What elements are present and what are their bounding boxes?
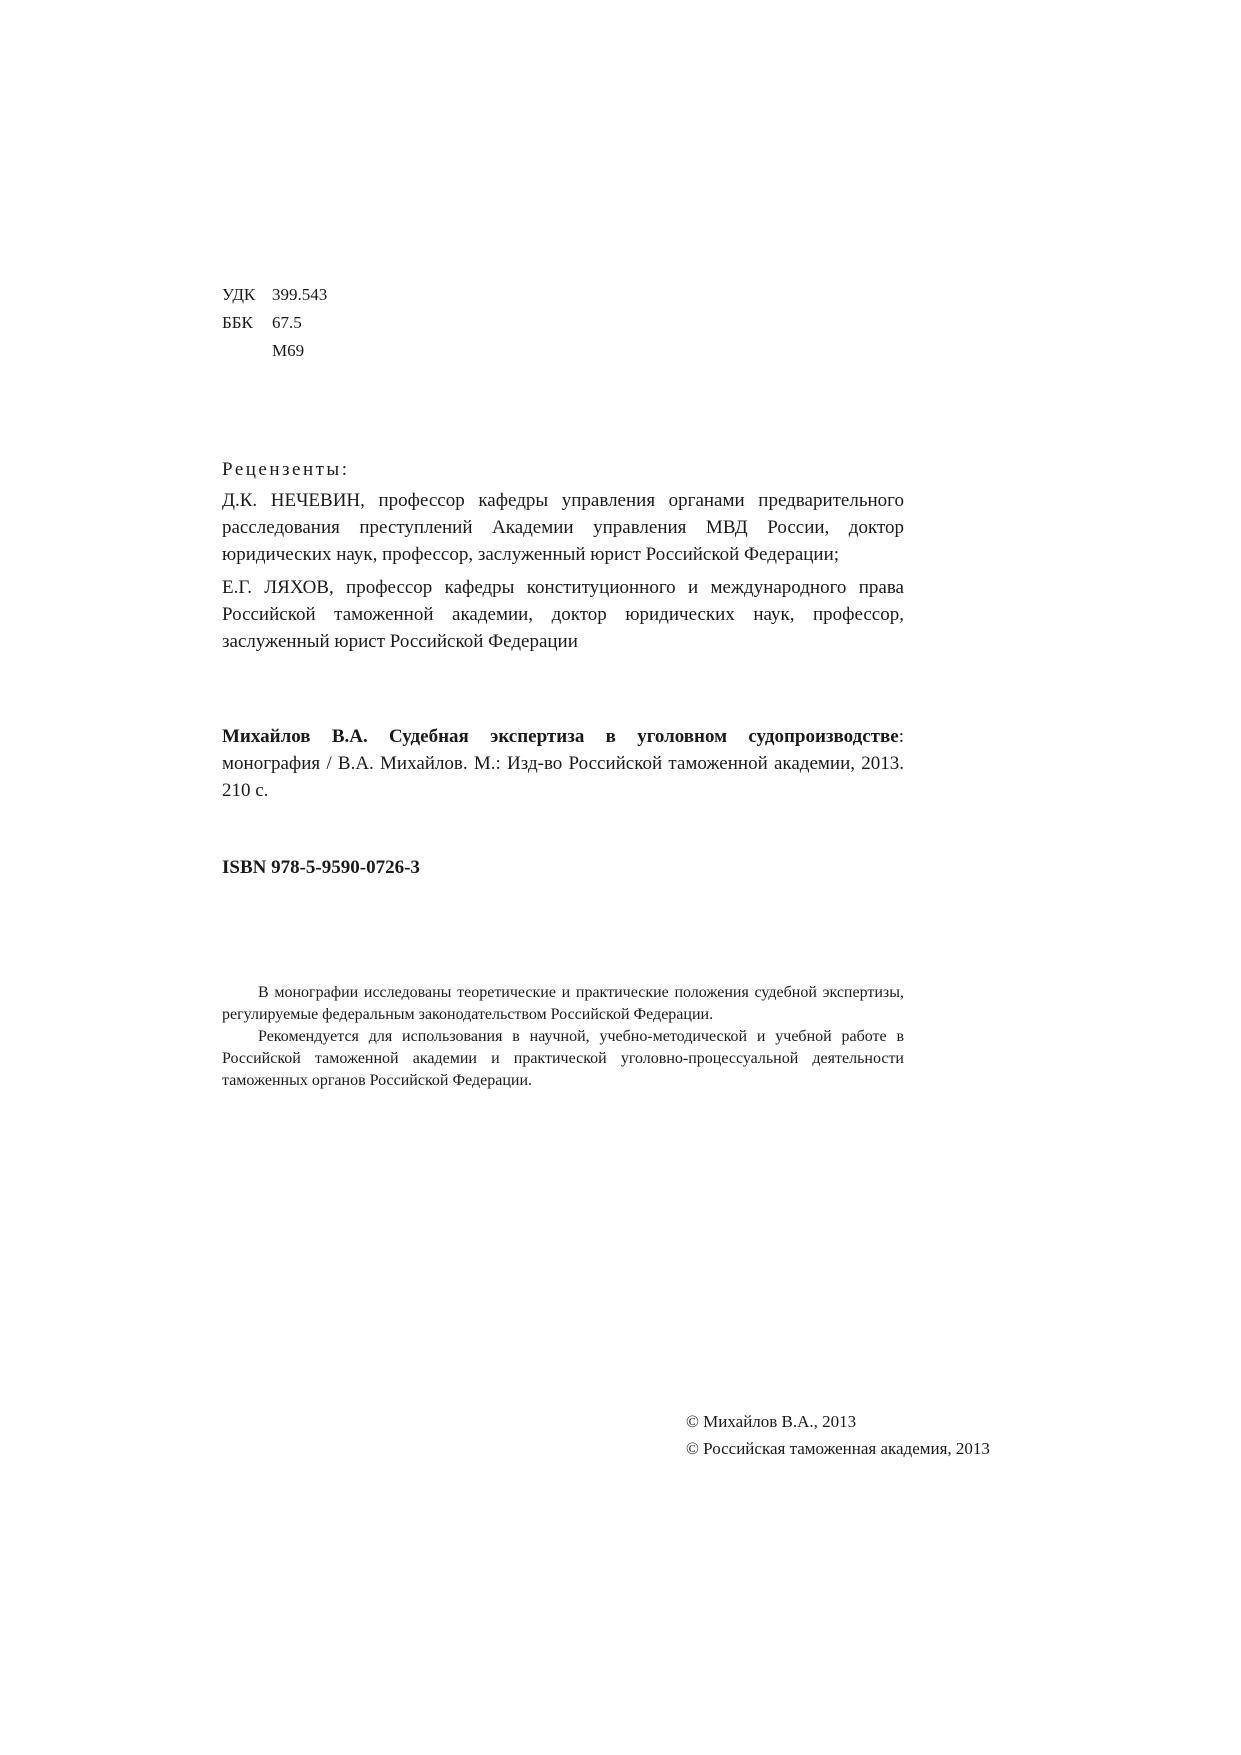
udk-label: УДК [222,285,256,304]
author-mark: М69 [272,341,305,360]
author-mark-row [222,337,327,365]
abstract-block [222,982,904,1092]
classification-block [222,281,327,365]
biblio-author-title: Михайлов В.А. Судебная экспертиза в уголовном судопроизводстве [222,726,899,747]
isbn: ISBN 978-5-9590-0726-3 [222,857,420,878]
bbk-value: 67.5 [272,313,302,332]
bibliographic-description [222,723,904,804]
abstract-paragraph-1: В монографии исследованы теоретические и практические положения судебной экспертизы, регулируемые федеральным законодательством Российской Федерации. [222,984,904,1023]
abstract-paragraph-2: Рекомендуется для использования в научной, учебно-методической и учебной работе в Российской таможенной академии и практической уголовно-процессуальной деятельности таможенных органов Российской Федерации. [222,1028,904,1089]
bbk-label: ББК [222,313,253,332]
reviewers-block [222,456,904,661]
biblio-details: : монография / В.А. Михайлов. М.: Изд-во Российской таможенной академии, 2013. 210 с. [222,726,904,801]
reviewers-heading: Рецензенты: [222,459,350,480]
copyright-block [686,1408,990,1462]
copyright-publisher: © Российская таможенная академия, 2013 [686,1439,990,1458]
udk-row [222,281,327,309]
bbk-row [222,309,327,337]
reviewer-entry-2: Е.Г. ЛЯХОВ, профессор кафедры конституционного и международного права Российской таможенной академии, доктор юридических наук, профессор, заслуженный юрист Российской Федерации [222,577,904,652]
copyright-author: © Михайлов В.А., 2013 [686,1412,857,1431]
udk-value: 399.543 [272,285,328,304]
reviewer-entry-1: Д.К. НЕЧЕВИН, профессор кафедры управления органами предварительного расследования преступлений Академии управления МВД России, доктор юридических наук, профессор, заслуженный юрист Российской Федерации; [222,490,904,565]
